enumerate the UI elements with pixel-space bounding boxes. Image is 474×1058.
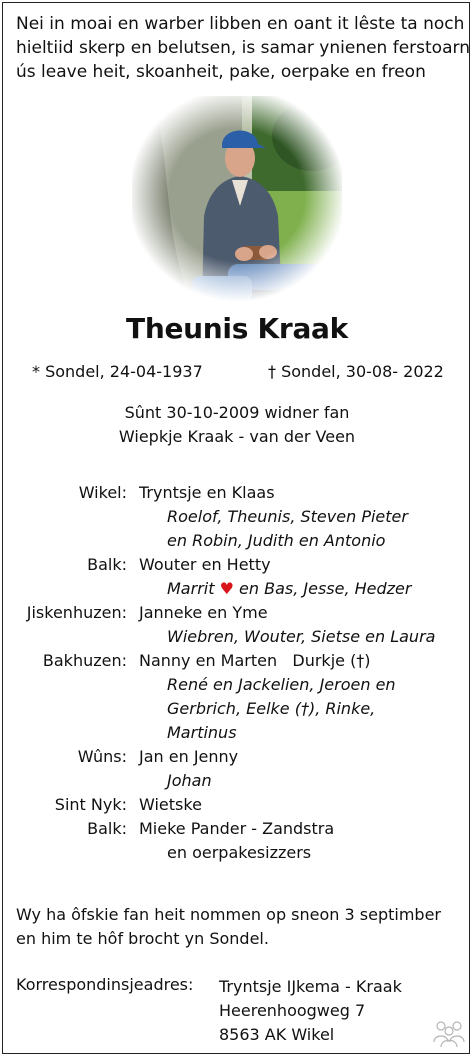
grandchildren: Martinus <box>167 723 237 742</box>
family-row <box>0 723 474 747</box>
grandchildren: Johan <box>167 771 212 790</box>
address-line: 8563 AK Wikel <box>219 1025 335 1044</box>
widower-line: Wiepkje Kraak - van der Veen <box>118 427 356 446</box>
intro-line: ús leave heit, skoanheit, pake, oerpake en freon <box>16 62 426 82</box>
family-row <box>0 747 474 771</box>
family-row <box>0 579 474 603</box>
family-place: Jiskenhuzen: <box>26 603 127 622</box>
funeral-note <box>16 903 441 951</box>
widower-line: Sûnt 30-10-2009 widner fan <box>124 403 350 422</box>
grandchildren: Wiebren, Wouter, Sietse en Laura <box>167 627 436 646</box>
portrait-photo <box>132 96 342 302</box>
correspondence-address <box>219 975 402 1047</box>
grandchildren <box>167 579 411 598</box>
heart-icon: ♥ <box>219 579 234 598</box>
family-place: Balk: <box>87 819 127 838</box>
grandchildren-rest: en Bas, Jesse, Hedzer <box>239 579 412 598</box>
address-line: Heerenhoogweg 7 <box>219 1001 366 1020</box>
funeral-line: en him te hôf brocht yn Sondel. <box>16 929 269 948</box>
grandchildren: René en Jackelien, Jeroen en <box>167 675 396 694</box>
family-list <box>0 483 474 867</box>
family-members: Wouter en Hetty <box>139 555 271 574</box>
grandchildren: en Robin, Judith en Antonio <box>167 531 386 550</box>
family-place: Sint Nyk: <box>54 795 127 814</box>
funeral-line: Wy ha ôfskie fan heit nommen op sneon 3 septimber <box>16 905 441 924</box>
grandchildren: Gerbrich, Eelke (†), Rinke, <box>167 699 376 718</box>
family-row <box>0 483 474 507</box>
family-row <box>0 603 474 627</box>
family-row <box>0 843 474 867</box>
family-row <box>0 675 474 699</box>
people-group-icon <box>432 1018 466 1048</box>
family-row <box>0 795 474 819</box>
intro-line: hieltiid skerp en belutsen, is samar ynienen ferstoarn <box>16 38 470 58</box>
deceased-name: Theunis Kraak <box>126 312 348 345</box>
family-members: Jan en Jenny <box>139 747 239 766</box>
death-date: † Sondel, 30-08- 2022 <box>268 362 444 381</box>
family-place: Balk: <box>87 555 127 574</box>
family-row <box>0 699 474 723</box>
family-members: Janneke en Yme <box>139 603 268 622</box>
intro-line: Nei in moai en warber libben en oant it lêste ta noch <box>16 14 465 34</box>
family-members: Wietske <box>139 795 202 814</box>
family-row <box>0 771 474 795</box>
correspondence-label: Korrespondinsjeadres: <box>16 975 194 994</box>
grandchildren: Roelof, Theunis, Steven Pieter <box>167 507 408 526</box>
family-row <box>0 555 474 579</box>
family-row <box>0 819 474 843</box>
birth-date: * Sondel, 24-04-1937 <box>32 362 203 381</box>
family-members: Tryntsje en Klaas <box>139 483 275 502</box>
family-place: Wûns: <box>77 747 127 766</box>
grandchild-name: Marrit <box>167 579 215 598</box>
family-row <box>0 531 474 555</box>
family-members: Nanny en Marten Durkje (†) <box>139 651 371 670</box>
family-row <box>0 651 474 675</box>
family-place: Bakhuzen: <box>42 651 127 670</box>
great-grandchildren: en oerpakesizzers <box>167 843 312 862</box>
widower-note <box>0 401 474 449</box>
family-members: Mieke Pander - Zandstra <box>139 819 335 838</box>
family-place: Wikel: <box>78 483 127 502</box>
address-line: Tryntsje IJkema - Kraak <box>219 977 402 996</box>
intro-text <box>16 12 470 84</box>
family-row <box>0 507 474 531</box>
family-row <box>0 627 474 651</box>
